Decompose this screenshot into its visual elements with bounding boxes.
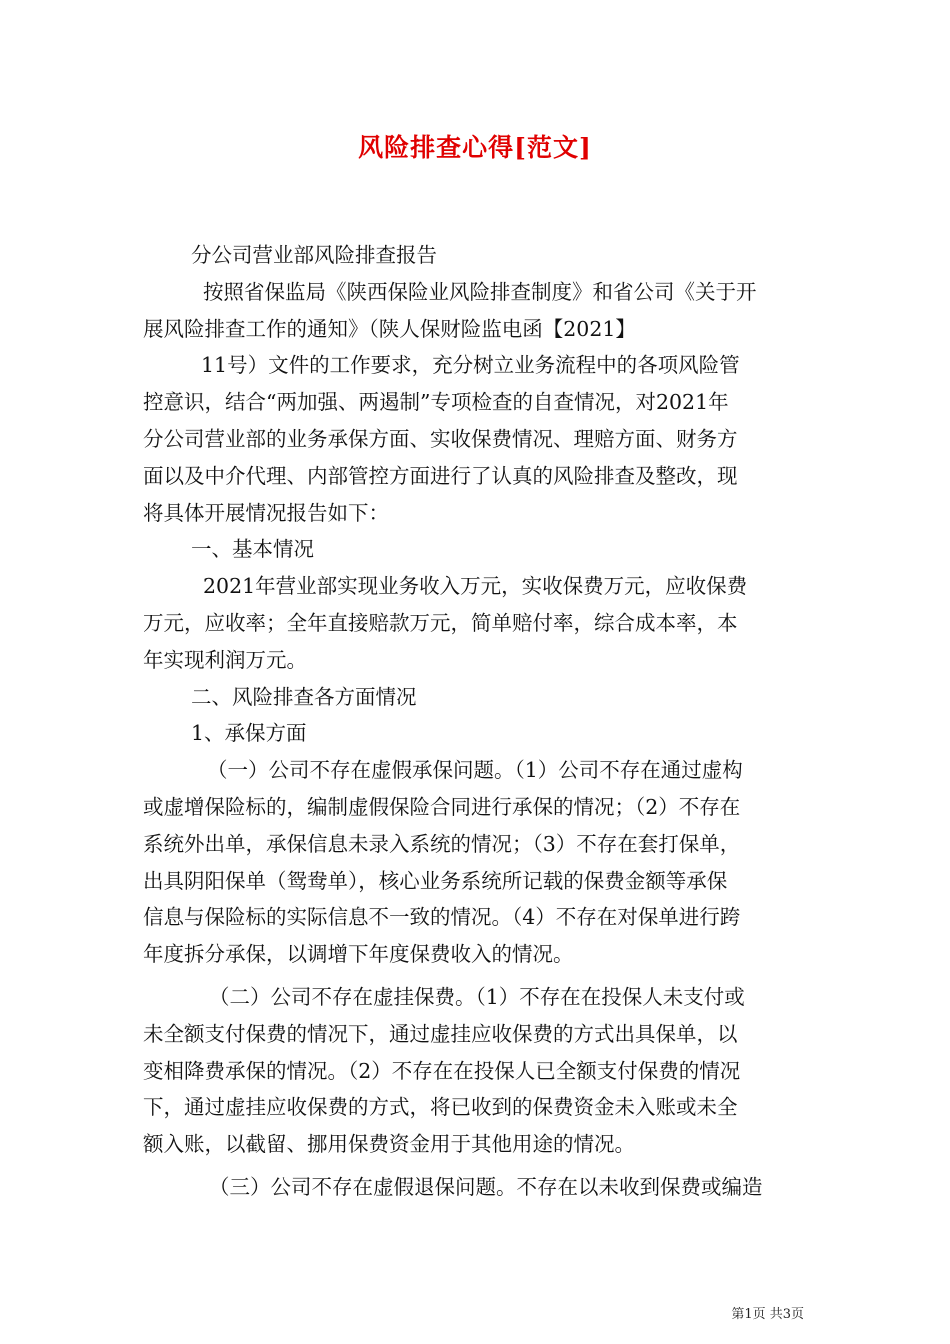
text-line: 年实现利润万元。 [143,647,307,672]
paragraph-basic [143,568,808,678]
text-line: 下，通过虚挂应收保费的方式，将已收到的保费资金未入账或未全 [143,1095,738,1120]
text-line: 一、基本情况 [191,537,314,562]
text-line: 系统外出单，承保信息未录入系统的情况；（3）不存在套打保单， [143,831,741,856]
text-line: 11号）文件的工作要求，充分树立业务流程中的各项风险管 [201,353,740,378]
section-heading-basic [143,531,808,568]
text-line: 分公司营业部风险排查报告 [191,243,437,267]
paragraph-item-1 [143,752,808,973]
text-line: （二）公司不存在虚挂保费。（1）不存在在投保人未支付或 [209,984,745,1009]
subsection-heading-underwriting [143,715,808,752]
text-line: 未全额支付保费的情况下，通过虚挂应收保费的方式出具保单，以 [143,1021,738,1046]
text-line: 分公司营业部的业务承保方面、实收保费情况、理赔方面、财务方 [143,426,738,451]
paragraph-intro [143,274,808,532]
section-heading-risk [143,679,808,716]
text-line: 控意识，结合“两加强、两遏制”专项检查的自查情况，对2021年 [143,390,729,415]
text-line: 二、风险排查各方面情况 [191,684,417,709]
text-line: 出具阴阳保单（鸳鸯单），核心业务系统所记载的保费金额等承保 [143,868,728,893]
text-line: 年度拆分承保，以调增下年度保费收入的情况。 [143,942,574,967]
text-line: 面以及中介代理、内部管控方面进行了认真的风险排查及整改，现 [143,463,738,488]
text-line: 变相降费承保的情况。（2）不存在在投保人已全额支付保费的情况 [143,1058,741,1083]
paragraph-heading [143,237,808,274]
text-line: 信息与保险标的实际信息不一致的情况。（4）不存在对保单进行跨 [143,905,741,930]
text-line: 1、承保方面 [191,721,307,746]
text-line: 展风险排查工作的通知》（陕人保财险监电函【2021】 [143,316,636,341]
paragraph-item-3 [143,1169,808,1206]
text-line: 或虚增保险标的，编制虚假保险合同进行承保的情况；（2）不存在 [143,794,741,819]
document-title: 风险排查心得[范文] [358,133,592,162]
text-line: 将具体开展情况报告如下： [143,500,389,525]
text-line: 按照省保监局《陕西保险业风险排查制度》和省公司《关于开 [203,279,757,304]
paragraph-item-2 [143,979,808,1163]
text-line: 万元，应收率；全年直接赔款万元，简单赔付率，综合成本率，本 [143,610,738,635]
text-line: 2021年营业部实现业务收入万元，实收保费万元，应收保费 [203,574,748,599]
text-line: （三）公司不存在虚假退保问题。不存在以未收到保费或编造 [209,1174,763,1199]
document-body [143,237,808,1206]
text-line: 额入账，以截留、挪用保费资金用于其他用途的情况。 [143,1132,635,1157]
page-number: 第1页 共3页 [731,1307,804,1322]
text-line: （一）公司不存在虚假承保问题。（1）公司不存在通过虚构 [207,758,743,783]
